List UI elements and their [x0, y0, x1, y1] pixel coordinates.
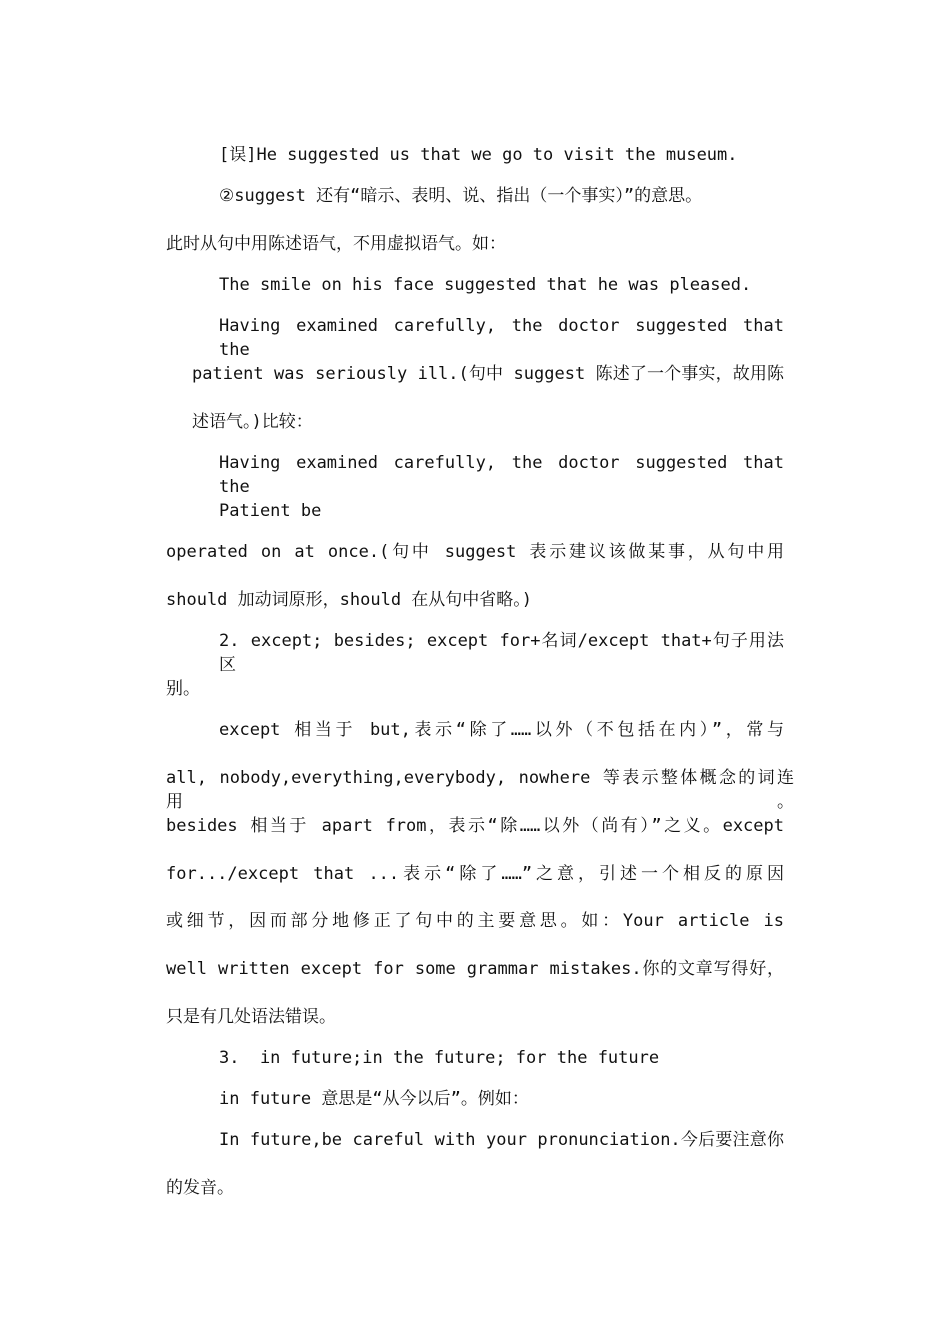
text-line: except 相当于 but,表示“除了……以外（不包括在内）”，常与 [219, 720, 784, 740]
text-line: 述语气。)比较： [192, 412, 313, 432]
text-line: besides 相当于 apart from，表示“除……以外（尚有）”之义。except [166, 816, 784, 836]
text-line: 或细节，因而部分地修正了句中的主要意思。如：Your article is [166, 911, 784, 931]
text-line: 别。 [166, 679, 200, 699]
text-line: [误]He suggested us that we go to visit the museum. [219, 145, 738, 165]
text-line: for.../except that ...表示“除了……”之意，引述一个相反的原因 [166, 864, 784, 884]
text-line: Having examined carefully, the doctor suggested that the [219, 453, 784, 497]
text-line: In future,be careful with your pronunciation.今后要注意你 [219, 1130, 784, 1150]
text-line: in future 意思是“从今以后”。例如： [219, 1089, 529, 1109]
section-heading: 2. except; besides; except for+名词/except that+句子用法区 [219, 631, 784, 675]
text-line: all, nobody,everything,everybody, nowhere 等表示整体概念的词连用。 [166, 768, 794, 812]
text-line: patient was seriously ill.(句中 suggest 陈述了一个事实，故用陈 [192, 364, 784, 384]
text-line: should 加动词原形，should 在从句中省略。) [166, 590, 533, 610]
text-line: The smile on his face suggested that he was pleased. [219, 275, 752, 295]
text-line: Having examined carefully, the doctor suggested that the [219, 316, 784, 360]
text-line: 此时从句中用陈述语气，不用虚拟语气。如： [166, 234, 506, 254]
text-line: operated on at once.(句中 suggest 表示建议该做某事，从句中用 [166, 542, 784, 562]
text-line: 的发音。 [166, 1178, 234, 1198]
section-heading: 3. in future;in the future; for the future [219, 1048, 660, 1068]
text-line: well written except for some grammar mistakes.你的文章写得好， [166, 959, 784, 979]
text-line: ②suggest 还有“暗示、表明、说、指出（一个事实）”的意思。 [219, 186, 703, 206]
text-line: Patient be [219, 501, 322, 521]
text-line: 只是有几处语法错误。 [166, 1007, 336, 1027]
